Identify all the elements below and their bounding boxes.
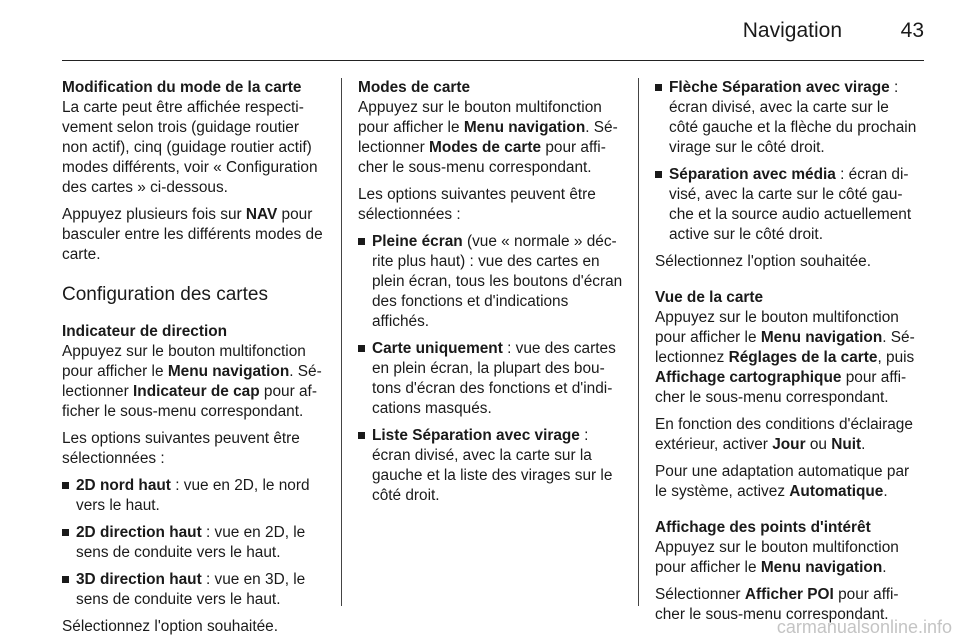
paragraph: Appuyez sur le bouton multifonction pour afficher le Menu navigation. <box>655 539 899 576</box>
nav-term: NAV <box>245 206 278 223</box>
paragraph: La carte peut être affichée respectivement selon trois (guidage routier non actif), cinq (guidage routier actif) modes différents, voir « Configuration des cartes » ci-dessous. <box>62 99 318 196</box>
bullet-square-icon <box>358 345 365 352</box>
paragraph: Appuyez sur le bouton multifonction pour afficher le Menu navigation. Sélectionner Modes de carte pour afficher le sous-menu correspondant. <box>358 99 618 176</box>
section-heading-map-mode: Modification du mode de la carte <box>62 79 302 96</box>
column-2 <box>358 78 624 513</box>
list-item: 2D nord haut : vue en 2D, le nord vers le haut. <box>62 476 328 516</box>
paragraph: Sélectionner Afficher POI pour afficher le sous-menu correspondant. <box>655 586 899 623</box>
bullet-square-icon <box>62 529 69 536</box>
paragraph: Appuyez plusieurs fois sur NAV pour basculer entre les différents modes de carte. <box>62 206 323 263</box>
section-heading-map-modes: Modes de carte <box>358 79 471 96</box>
column-divider <box>341 78 342 606</box>
bullet-square-icon <box>62 576 69 583</box>
section-heading-map-view: Vue de la carte <box>655 289 764 306</box>
list-item: Flèche Séparation avec virage : écran divisé, avec la carte sur le côté gauche et la flèche du prochain virage sur le côté droit. <box>655 78 921 158</box>
paragraph: Sélectionnez l'option souhaitée. <box>655 253 871 270</box>
header-rule <box>62 60 924 61</box>
column-divider <box>638 78 639 606</box>
list-item: 2D direction haut : vue en 2D, le sens de conduite vers le haut. <box>62 523 328 563</box>
column-3 <box>655 78 921 632</box>
section-heading-direction: Indicateur de direction <box>62 323 228 340</box>
paragraph: Les options suivantes peuvent être sélectionnées : <box>358 186 596 223</box>
section-heading-poi: Affichage des points d'intérêt <box>655 519 871 536</box>
watermark: carmanualsonline.info <box>776 617 952 637</box>
paragraph: Appuyez sur le bouton multifonction pour afficher le Menu navigation. Sélectionner Indicateur de cap pour afficher le sous-menu correspondant. <box>62 343 322 420</box>
bullet-square-icon <box>62 482 69 489</box>
paragraph: Sélectionnez l'option souhaitée. <box>62 618 278 635</box>
list-item: Liste Séparation avec virage : écran divisé, avec la carte sur la gauche et la liste des virages sur le côté droit. <box>358 426 624 506</box>
section-title-map-config: Configuration des cartes <box>62 284 268 305</box>
paragraph: Appuyez sur le bouton multifonction pour afficher le Menu navigation. Sélectionnez Réglages de la carte, puis Affichage cartographique pour afficher le sous-menu correspondant. <box>655 309 915 406</box>
bullet-square-icon <box>655 171 662 178</box>
page-number: 43 <box>900 19 924 42</box>
paragraph: Pour une adaptation automatique par le système, activez Automatique. <box>655 463 910 500</box>
list-item: Pleine écran (vue « normale » décrite plus haut) : vue des cartes en plein écran, tous les boutons d'écran des fonctions et d'indications affichés. <box>358 232 624 332</box>
paragraph: En fonction des conditions d'éclairage extérieur, activer Jour ou Nuit. <box>655 416 913 453</box>
paragraph: Les options suivantes peuvent être sélectionnées : <box>62 430 300 467</box>
bullet-square-icon <box>358 238 365 245</box>
list-item: Séparation avec média : écran divisé, avec la carte sur le côté gauche et la source audio actuellement active sur le côté droit. <box>655 165 921 245</box>
column-1 <box>62 78 328 644</box>
page-title: Navigation <box>742 19 842 42</box>
list-item: Carte uniquement : vue des cartes en plein écran, la plupart des boutons d'écran des fonctions et d'indications masqués. <box>358 339 624 419</box>
page-header <box>0 0 960 62</box>
list-item: 3D direction haut : vue en 3D, le sens de conduite vers le haut. <box>62 570 328 610</box>
bullet-square-icon <box>655 84 662 91</box>
bullet-square-icon <box>358 432 365 439</box>
